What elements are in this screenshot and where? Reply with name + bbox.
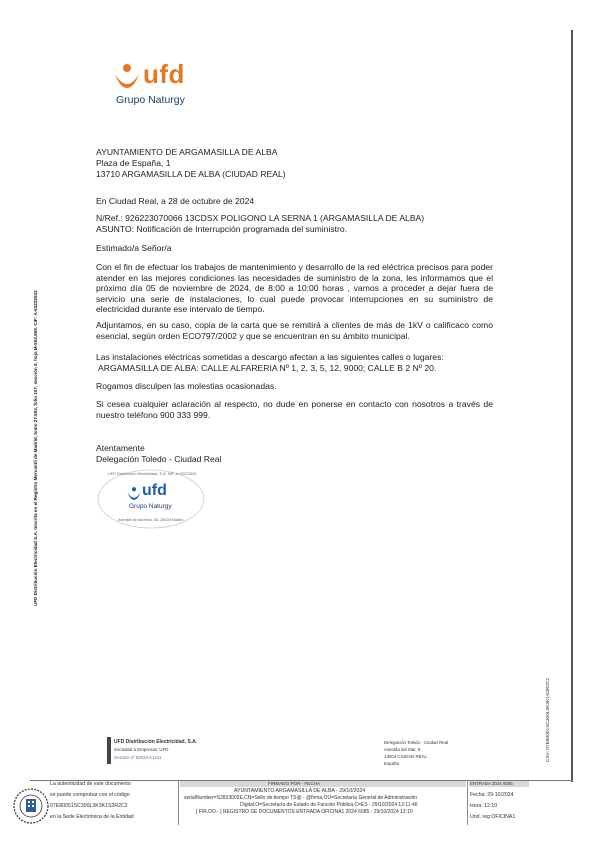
- footer-recipient-line2: Avenida del Mar, 9: [384, 747, 421, 752]
- place-date: En Ciudad Real, a 28 de octubre de 2024: [96, 196, 255, 206]
- signed-by-line3: Digital,O=Secretaría de Estado de Función Pública,C=ES - 29/10/2024 12:11:46: [240, 802, 418, 808]
- recipient-name: AYUNTAMIENTO DE ARGAMASILLA DE ALBA: [96, 147, 278, 157]
- side-csv-text: CSV: 07E80051SC300L3K3K1S3R2C2: [546, 677, 551, 762]
- auth-line2: se puede comprobar con el código: [50, 792, 130, 798]
- entry-time: Hora: 12:10: [470, 803, 498, 809]
- signed-by-header: FIRMADO POR - FECHA: [268, 781, 321, 786]
- ufd-swirl-icon: [112, 62, 142, 92]
- municipal-seal-icon: [12, 787, 50, 825]
- signed-by-line1: AYUNTAMIENTO ARGAMASILLA DE ALBA - 29/10/2024: [234, 788, 366, 794]
- recipient-footer-address: [384, 740, 494, 770]
- stamp-ring-top: UFD Distribución Electricidad, S.A. NIF: A-63222533: [108, 472, 197, 476]
- signed-by-line4: [ FIR.DO.- ] REGISTRO DE DOCUMENTOS ENTRADA OFICINA1 2024 6085 - 29/10/2024 12:10: [196, 809, 413, 815]
- recipient-address: Plaza de España, 1: [96, 158, 171, 168]
- subject: ASUNTO: Notificación de Interrupción programada del suministro.: [96, 224, 348, 234]
- paragraph-intro: Con el fin de efectuar los trabajos de mantenimiento y desarrollo de la red eléctrica precisos para poder atender en las mejores condiciones las necesidades de suministro de la zona, les informamos que el próximo día 05 de noviembre de 2024, de 8:00 a 10:00 horas , vamos a proceder a dejar fuera de servicio una serie de instalaciones, lo cual puede provocar interrupciones en su suministro de electricidad durante ese intervalo de tiempo.: [96, 262, 493, 315]
- paragraph-apology: Rogamos disculpen las molestias ocasionadas.: [96, 381, 277, 391]
- entry-unit: Und. reg:OFICINA1: [470, 814, 516, 820]
- sender-line1: UFD Distribución Electricidad, S.A.: [114, 739, 198, 745]
- sender-line2: Sociedad a Empresas: UFD: [114, 747, 169, 752]
- footer-recipient-line3: 13004 CIUDAD REAL: [384, 754, 427, 759]
- company-stamp: [96, 468, 206, 530]
- paragraph-contact: Si cesea cualquier aclaración al respecto, no dude en ponerse en contacto con nosotros a través de nuestro teléfono 900 333 999.: [96, 399, 493, 420]
- paragraph-streets-list: ARGAMASILLA DE ALBA: CALLE ALFARERIA Nº 1, 2, 3, 5, 12, 9000; CALLE B 2 Nº 20.: [98, 363, 437, 373]
- signature-line: Delegación Toledo - Ciudad Real: [96, 454, 222, 464]
- entry-date: Fecha: 29-10/2024: [470, 792, 514, 798]
- footer-recipient-line4: España: [384, 761, 399, 766]
- footer-recipient-line1: Delegación Toledo - Ciudad Real: [384, 740, 449, 745]
- paragraph-attachment: Adjuntamos, en su caso, copia de la carta que se remitirá a clientes de más de 1kV o calificaco como esencial, según orden ECO797/2002 y que se encuentran en su ámbito municipal.: [96, 320, 493, 341]
- sender-registry-stamp: [107, 737, 207, 765]
- stamp-ring-bottom: Avenida de América, 38, 28028 Madrid: [118, 518, 184, 522]
- stamp-brand: ufd: [142, 482, 167, 499]
- stamp-swirl-icon: [126, 486, 142, 502]
- recipient-city: 13710 ARGAMASILLA DE ALBA (CIUDAD REAL): [96, 169, 286, 179]
- greeting: Estimado/a Señor/a: [96, 243, 172, 253]
- auth-line4: en la Sede Electrónica de la Entidad: [50, 814, 134, 820]
- company-logo: [112, 58, 202, 108]
- footer-divider-left: [178, 781, 179, 825]
- footer-divider-right: [467, 781, 468, 825]
- stamp-group: Grupo Naturgy: [129, 503, 172, 510]
- sender-stamp-bar: [107, 737, 111, 764]
- auth-csv-code: 07E80051SC300L3K3K1S3R2C2: [50, 803, 128, 809]
- sender-line3: SALIDA nº 52024 A1141: [114, 755, 162, 760]
- registration-footer: [10, 781, 585, 827]
- entry-header: ENTRADA 2024 6085: [470, 781, 513, 786]
- signed-by-line2: serialNumber=S2833002E,CN=Sello de tiempo TS@ - @firma,OU=Secretaría General de Administración: [184, 795, 418, 801]
- auth-line1: La autenticidad de este documento: [50, 781, 131, 787]
- footer-center-header-bg: [180, 781, 466, 787]
- closing: Atentamente: [96, 443, 145, 453]
- page-edge-right: [571, 30, 573, 782]
- logo-brand-text: ufd: [143, 59, 185, 89]
- reference: N/Ref.: 926223070066 13CDSX POLIGONO LA SERNA 1 (ARGAMASILLA DE ALBA): [96, 213, 425, 223]
- side-legal-text: UFD Distribución Electricidad S.A. Inscrita en el Registro Mercantil de Madrid, tomo 27.553, folio 157, sección 8, hoja M-503.899. CIF: A-63222533: [33, 290, 38, 606]
- paragraph-streets-intro: Las instalaciones eléctricas sometidas a descargo afectan a las siguientes calles o lugares:: [96, 352, 444, 362]
- logo-group-text: Grupo Naturgy: [116, 94, 185, 106]
